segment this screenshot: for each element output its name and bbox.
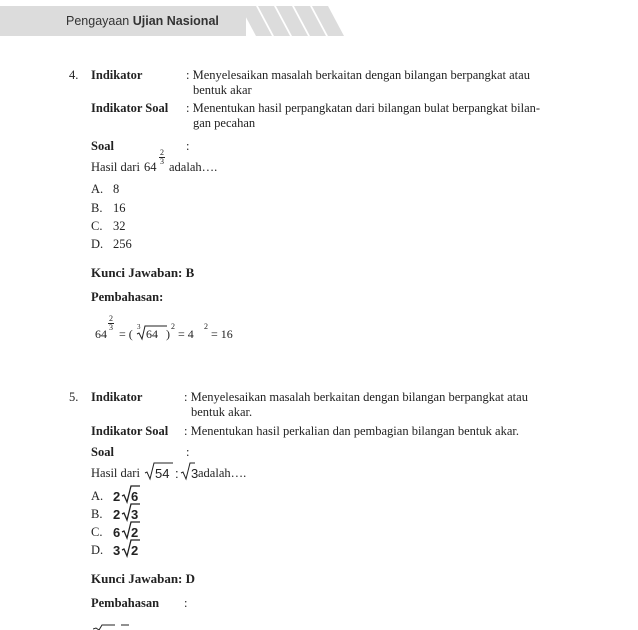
q4-option-text: 8	[113, 182, 120, 196]
header-title: Pengayaan Ujian Nasional	[66, 14, 219, 28]
q4-sol-root-arg: 64	[146, 327, 158, 341]
q4-sol-eq2: )	[166, 327, 170, 341]
q4-expression	[144, 160, 157, 175]
q4-indikator-soal-text1: : Menentukan hasil perpangkatan dari bilangan bulat berpangkat bilan-	[186, 101, 541, 115]
q4-sol-eq1: = (	[119, 327, 133, 341]
q4-base: 64	[144, 160, 157, 174]
q5-option-letter: A.	[91, 489, 104, 503]
q4-indikator-soal-text2: gan pecahan	[193, 116, 256, 130]
q4-option-text: 16	[113, 201, 126, 215]
q4-indikator-text1: : Menyelesaikan masalah berkaitan dengan bilangan berpangkat atau	[186, 68, 530, 82]
q4-option-letter: A.	[91, 182, 104, 196]
q4-sol-sq2: 2	[204, 322, 208, 331]
q5-indikator-text2: bentuk akar.	[191, 405, 253, 419]
q4-option-letter: C.	[91, 219, 103, 233]
page-header	[0, 0, 638, 38]
q4-soal-label: Soal	[91, 139, 114, 153]
q5-solution-partial	[93, 624, 133, 630]
q4-soal-colon: :	[186, 139, 190, 153]
q4-option-letter: D.	[91, 237, 104, 251]
q5-hasil-prefix: Hasil dari	[91, 466, 140, 480]
q5-option-rad: 2	[131, 525, 139, 540]
q5-option-letter: C.	[91, 525, 103, 539]
q5-indikator-soal-label: Indikator Soal	[91, 424, 169, 438]
q5-pembahasan-colon: :	[184, 596, 188, 610]
q5-option-letter: D.	[91, 543, 104, 557]
q5-expr-b: 3	[191, 466, 199, 481]
q5-option-coef: 3	[113, 543, 121, 558]
q5-option-coef: 2	[113, 507, 121, 522]
q5-indikator-soal-text1: : Menentukan hasil perkalian dan pembagian bilangan bentuk akar.	[184, 424, 519, 438]
q4-kunci-jawaban: Kunci Jawaban: B	[91, 265, 195, 280]
q5-soal-label: Soal	[91, 445, 114, 459]
q4-pembahasan-label: Pembahasan:	[91, 290, 164, 304]
q5-soal-colon: :	[186, 445, 190, 459]
q4-sol-exp-num: 2	[109, 314, 113, 323]
q4-sol-exp-den: 3	[109, 323, 113, 332]
q5-option-rad: 3	[131, 507, 139, 522]
q5-indikator-label: Indikator	[91, 390, 143, 404]
q4-indikator-soal-label: Indikator Soal	[91, 101, 169, 115]
q4-option-text: 32	[113, 219, 126, 233]
q5-pembahasan-label: Pembahasan	[91, 596, 160, 610]
header-stripes	[240, 6, 360, 36]
q4-sol-eq3: = 4	[178, 327, 194, 341]
q5-option-coef: 6	[113, 525, 121, 540]
q5-expr-a: 54	[155, 466, 170, 481]
q5-option-coef: 2	[113, 489, 121, 504]
q4-hasil-suffix: adalah….	[169, 160, 218, 174]
q4-number: 4.	[69, 68, 79, 82]
q4-sol-root-index: 3	[137, 323, 141, 331]
q4-indikator-label: Indikator	[91, 68, 143, 82]
q4-option-text: 256	[113, 237, 132, 251]
q5-number: 5.	[69, 390, 79, 404]
q5-option-rad: 6	[131, 489, 139, 504]
q5-expr-op: :	[175, 466, 179, 481]
q4-exp-den: 3	[160, 157, 164, 166]
q5-option-rad: 2	[131, 543, 139, 558]
q4-exp-num: 2	[160, 148, 164, 157]
q5-indikator-text1: : Menyelesaikan masalah berkaitan dengan bilangan berpangkat atau	[184, 390, 528, 404]
q5-option-letter: B.	[91, 507, 103, 521]
q5-kunci-jawaban: Kunci Jawaban: D	[91, 571, 196, 586]
q4-option-letter: B.	[91, 201, 103, 215]
q5-hasil-suffix: adalah….	[198, 466, 247, 480]
q4-sol-sq: 2	[171, 322, 175, 331]
q4-sol-eq4: = 16	[211, 327, 233, 341]
q4-indikator-text2: bentuk akar	[193, 83, 252, 97]
q4-sol-base: 64	[95, 327, 107, 341]
q4-hasil-prefix: Hasil dari	[91, 160, 140, 174]
